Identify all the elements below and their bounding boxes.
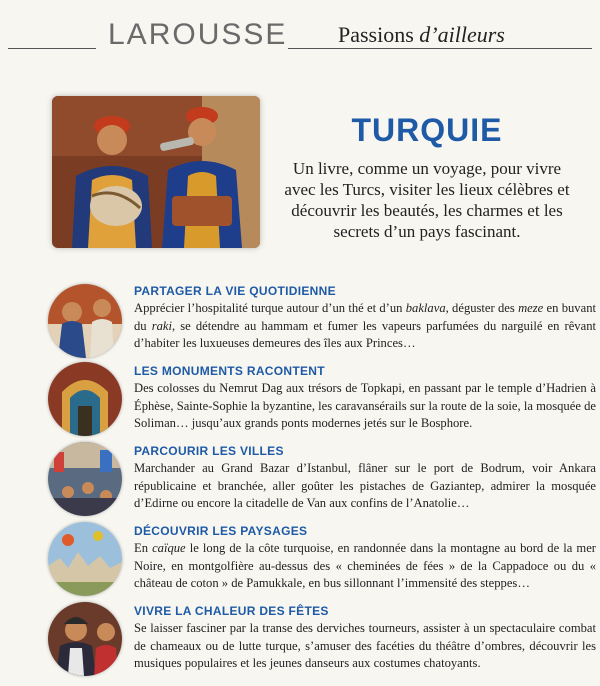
section-festivals (44, 602, 600, 686)
section-heading: PARCOURIR LES VILLES (134, 444, 284, 458)
header-rule-right (288, 48, 592, 49)
cappadocia-photo (48, 522, 122, 596)
section-heading: VIVRE LA CHALEUR DES FÊTES (134, 604, 329, 618)
section-heading: DÉCOUVRIR LES PAYSAGES (134, 524, 308, 538)
section-cities (44, 442, 600, 522)
tagline-roman: Passions (338, 22, 420, 47)
tagline-italic: d’ailleurs (419, 22, 505, 47)
section-text: Apprécier l’hospitalité turque autour d’un thé et d’un baklava, déguster des meze en buvant du raki, se détendre au hammam et fumer les vapeurs parfumées du narguilé en rêvant d’habiter les luxueuses demeures des îles aux Princes… (134, 301, 596, 350)
section-text: Des colosses du Nemrut Dag aux trésors de Topkapi, en passant par le temple d’Hadrien à Éphèse, Sainte-Sophie la byzantine, les caravansérails sur la route de la soie, la mosquée de Soliman… jusqu’aux grands ponts modernes jetés sur le Bosphore. (134, 381, 596, 430)
festival-photo (48, 602, 122, 676)
section-heading: PARTAGER LA VIE QUOTIDIENNE (134, 284, 336, 298)
book-intro: Un livre, comme un voyage, pour vivre avec les Turcs, visiter les lieux célèbres et découvrir les beautés, les charmes et les secrets d’un pays fascinant. (284, 159, 570, 241)
section-text: Se laisser fasciner par la transe des derviches tourneurs, assister à un spectaculaire combat de chameaux ou de lutte turque, s’amuser des facéties du théâtre d’ombres, découvrir les musiques populaires et les jeunes danseurs aux costumes chatoyants. (134, 621, 596, 670)
section-text: Marchander au Grand Bazar d’Istanbul, flâner sur le port de Bodrum, voir Ankara républicaine et branchée, aller goûter les pistaches de Gaziantep, admirer la mosquée d’Edirne ou encore la citadelle de Van aux confins de l’Anatolie… (134, 461, 596, 510)
header-rule-left (8, 48, 96, 49)
book-title: TURQUIE (351, 112, 503, 148)
city-photo (48, 442, 122, 516)
tea-photo (48, 284, 122, 358)
section-landscapes (44, 522, 600, 602)
monument-photo (48, 362, 122, 436)
section-daily-life (44, 280, 600, 360)
section-monuments (44, 362, 600, 442)
series-tagline (338, 22, 505, 48)
brand-logo: LAROUSSE (108, 18, 288, 51)
section-text: En caïque le long de la côte turquoise, en randonnée dans la montagne au bord de la mer Noire, en montgolfière au-dessus des « cheminées de fées » de la Cappadoce ou du « château de coton » de Pamukkale, en bus sillonnant l’immensité des steppes… (134, 541, 596, 590)
hero-musicians-photo (52, 96, 260, 248)
page-header (0, 0, 600, 60)
section-heading: LES MONUMENTS RACONTENT (134, 364, 325, 378)
